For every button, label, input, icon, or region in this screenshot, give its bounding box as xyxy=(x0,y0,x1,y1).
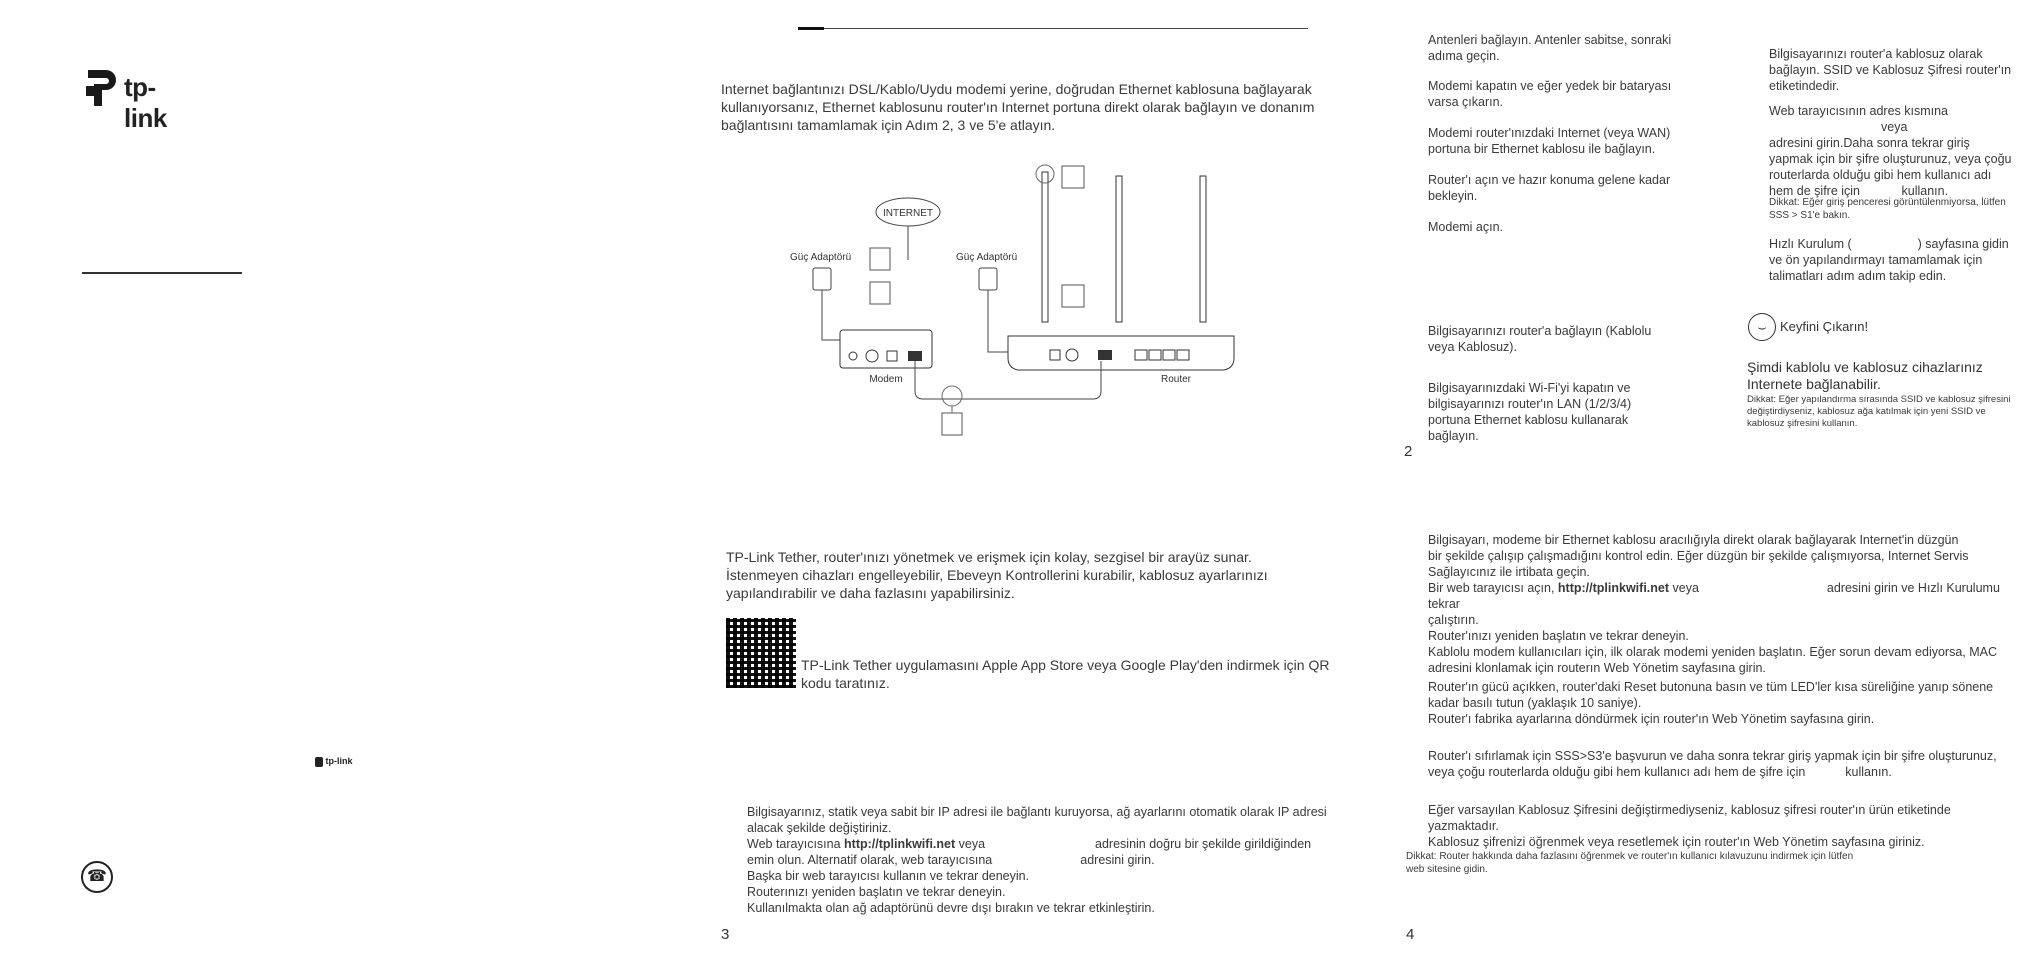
power-adapter-right-label: Güç Adaptörü xyxy=(956,252,1018,263)
brand-name: tp-link xyxy=(124,72,167,133)
faq-forgot-password: Router'ı sıfırlamak için SSS>S3'e başvurun ve daha sonra tekrar giriş yapmak için bir şifre oluşturunuz, veya çoğu routerlarda olduğu gibi hem kullanıcı adı hem de şifre için kullanın. xyxy=(1428,749,1997,779)
tether-scan-instruction: TP-Link Tether uygulamasını Apple App Store veya Google Play'den indirmek için QR kodu taratınız. xyxy=(801,657,1330,691)
smiley-icon: ⌣ xyxy=(1748,313,1776,341)
step-box xyxy=(870,248,890,270)
step-box xyxy=(1062,285,1084,307)
direct-ethernet-intro: Internet bağlantınızı DSL/Kablo/Uydu modemi yerine, doğrudan Ethernet kablosuna bağlayarak kullanıyorsanız, Ethernet kablosunu router'ın Internet portuna direkt olarak bağlayın ve donanım bağlantısını tamamlamak için Adım 2, 3 ve 5'e atlayın. xyxy=(721,81,1315,133)
faq-wireless-password: Eğer varsayılan Kablosuz Şifresini değiştirmediyseniz, kablosuz şifresi router'ın ürün etiketinde yazmaktadır. Kablosuz şifrenizi öğrenmek veya resetlemek için router'ın Web Yönetim sayfasına giriniz. xyxy=(1428,803,1951,849)
page-number-4: 4 xyxy=(1406,926,1415,943)
power-adapter-right xyxy=(979,268,997,290)
router-label: Router xyxy=(1160,374,1192,385)
modem-label: Modem xyxy=(869,374,903,385)
small-logo xyxy=(315,756,353,767)
web-url[interactable]: http://tplinkwifi.net xyxy=(1557,581,1670,595)
power-adapter-left-label: Güç Adaptörü xyxy=(790,252,852,263)
step-modem-off: Modemi kapatın ve eğer yedek bir bataryası varsa çıkarın. xyxy=(1428,79,1672,109)
step-wireless-connect: Bilgisayarınızı router'a kablosuz olarak bağlayın. SSID ve Kablosuz Şifresi router'ın etiketindedir. xyxy=(1769,47,2012,93)
step-antennas: Antenleri bağlayın. Antenler sabitse, sonraki adıma geçin. xyxy=(1428,33,1672,63)
step-web-address: Web tarayıcısının adres kısmına veya adresini girin.Daha sonra tekrar giriş yapmak için bir şifre oluşturunuz, veya çoğu routerlarda olduğu gibi hem kullanıcı adı hem de şifre için kullanın. xyxy=(1769,104,2012,198)
qr-code xyxy=(726,618,796,688)
page-number-3: 3 xyxy=(721,926,730,943)
internet-label: INTERNET xyxy=(883,208,933,219)
note-login-window: Dikkat: Eğer giriş penceresi görüntülenmiyorsa, lütfen SSS > S1'e bakın. xyxy=(1769,197,2006,221)
tether-description: TP-Link Tether, router'ınızı yönetmek ve erişmek için kolay, sezgisel bir arayüz sunar. İstenmeyen cihazları engelleyebilir, Ebeveyn Kontrollerini kurabilir, kablosuz ayarlarınızı yapılandırabilir ve daha fazlasını yapabilirsiniz. xyxy=(726,549,1268,601)
enjoy-heading: Keyfini Çıkarın! xyxy=(1780,319,1869,334)
connection-diagram xyxy=(780,160,1260,440)
page-number-2: 2 xyxy=(1404,443,1413,460)
step-box xyxy=(942,413,962,435)
modem-device xyxy=(840,330,932,385)
top-rule-accent xyxy=(798,27,824,30)
small-brand-name: tp-link xyxy=(325,756,353,766)
step-modem-connect: Modemi router'ınızdaki Internet (veya WAN) portuna bir Ethernet kablosu ile bağlayın. xyxy=(1428,126,1671,156)
faq-internet-check: Bilgisayarı, modeme bir Ethernet kablosu aracılığıyla direkt olarak bağlayarak Internet'in düzgün bir şekilde çalışıp çalışmadığını kontrol edin. Eğer düzgün bir şekilde çalışmıyorsa, Internet Servis Sağlayıcınız ile irtibata geçin. Bir web tarayıcısı açın, http://tplinkwifi.net veya adresini girin ve Hızlı Kurulumu tekrar çalıştırın. Router'ınızı yeniden başlatın ve tekrar deneyin. Kablolu modem kullanıcıları için, ilk olarak modemi yeniden başlatın. Eğer sorun devam ediyorsa, MAC adresini klonlamak için routerın Web Yönetim sayfasına girin. xyxy=(1428,533,2000,675)
internet-cloud xyxy=(876,198,940,226)
tplink-logo xyxy=(80,64,190,133)
top-rule xyxy=(798,28,1308,29)
step-box xyxy=(1062,166,1084,188)
router-device xyxy=(1008,172,1234,385)
web-url[interactable]: http://tplinkwifi.net xyxy=(844,837,956,851)
power-adapter-left xyxy=(813,268,831,290)
note-ssid-change: Dikkat: Eğer yapılandırma sırasında SSID ve kablosuz şifresini değiştirdiyseniz, kablosuz ağa katılmak için yeni SSID ve kablosuz şifresini kullanın. xyxy=(1747,394,2011,429)
phone-icon: ☎ xyxy=(81,861,113,893)
step-modem-on: Modemi açın. xyxy=(1428,220,1504,234)
tplink-logo-icon xyxy=(80,64,124,108)
step-quick-setup: Hızlı Kurulum ( ) sayfasına gidin ve ön yapılandırmayı tamamlamak için talimatları adım adım takip edin. xyxy=(1769,237,2009,283)
cover-divider xyxy=(82,272,242,274)
step-connect-computer: Bilgisayarınızı router'a bağlayın (Kablolu veya Kablosuz). xyxy=(1428,324,1652,354)
faq-static-ip: Bilgisayarınız, statik veya sabit bir IP adresi ile bağlantı kuruyorsa, ağ ayarlarını otomatik olarak IP adresi alacak şekilde değiştiriniz. Web tarayıcısına http://tplinkwifi.net veya adresinin doğru bir şekilde girildiğinden emin olun. Alternatif olarak, web tarayıcısına adresini girin. Başka bir web tarayıcısı kullanın ve tekrar deneyin. Routerınızı yeniden başlatın ve tekrar deneyin. Kullanılmakta olan ağ adaptörünü devre dışı bırakın ve tekrar etkinleştirin. xyxy=(747,805,1327,915)
small-logo-icon xyxy=(315,757,323,767)
note-website: Dikkat: Router hakkında daha fazlasını öğrenmek ve router'ın kullanıcı kılavuzunu indirmek için lütfen web sitesine gidin. xyxy=(1406,851,1854,875)
faq-reset: Router'ın gücü açıkken, router'daki Reset butonuna basın ve tüm LED'ler kısa süreliğine yanıp sönene kadar basılı tutun (yaklaşık 10 saniye). Router'ı fabrika ayarlarına döndürmek için router'ın Web Yönetim sayfasına girin. xyxy=(1428,680,1994,726)
done-message: Şimdi kablolu ve kablosuz cihazlarınız Internete bağlanabilir. xyxy=(1747,359,1983,392)
step-wired-connect: Bilgisayarınızdaki Wi-Fi'yi kapatın ve bilgisayarınızı router'ın LAN (1/2/3/4) portuna Ethernet kablosu kullanarak bağlayın. xyxy=(1428,381,1632,443)
step-box xyxy=(870,282,890,304)
step-router-on: Router'ı açın ve hazır konuma gelene kadar bekleyin. xyxy=(1428,173,1671,203)
